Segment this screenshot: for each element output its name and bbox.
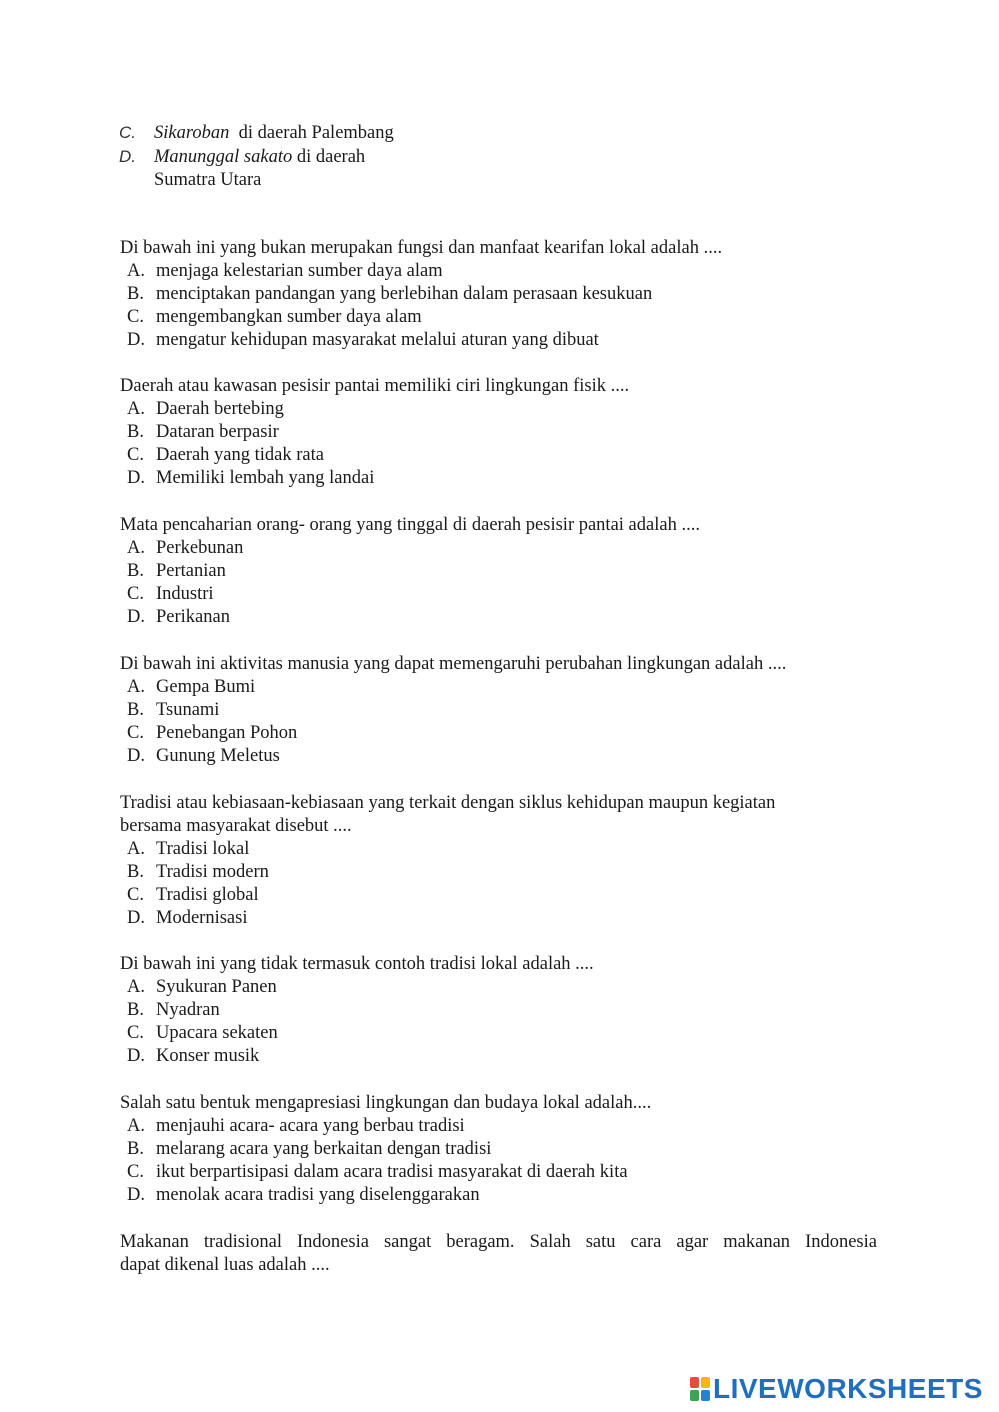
option-label: A. xyxy=(127,1116,145,1136)
option-c xyxy=(127,583,214,606)
option-label: C. xyxy=(127,1023,144,1043)
logo-block xyxy=(690,1390,699,1401)
option-label: D. xyxy=(127,908,145,928)
option-text: Dataran berpasir xyxy=(156,422,279,442)
option-label: C. xyxy=(127,584,144,604)
option-label: A. xyxy=(127,399,145,419)
option-letter: D. xyxy=(119,147,136,166)
top-option-c xyxy=(119,121,394,145)
option-a xyxy=(127,676,255,699)
question-text: Di bawah ini yang bukan merupakan fungsi dan manfaat kearifan lokal adalah .... xyxy=(120,238,723,258)
question-text-justified xyxy=(120,1231,877,1277)
option-text: melarang acara yang berkaitan dengan tradisi xyxy=(156,1139,492,1159)
option-text: di daerah Palembang xyxy=(229,123,394,143)
option-label: C. xyxy=(127,885,144,905)
option-text: mengembangkan sumber daya alam xyxy=(156,307,422,327)
option-b xyxy=(127,999,220,1022)
option-label: B. xyxy=(127,1139,144,1159)
option-text: Modernisasi xyxy=(156,908,248,928)
option-text: Gempa Bumi xyxy=(156,677,256,697)
option-text: Perikanan xyxy=(156,607,230,627)
option-c xyxy=(127,1022,278,1045)
option-b xyxy=(127,421,279,444)
option-label: C. xyxy=(127,445,144,465)
option-text: menolak acara tradisi yang diselenggarakan xyxy=(156,1185,480,1205)
option-label: A. xyxy=(127,677,145,697)
option-text: Daerah yang tidak rata xyxy=(156,445,324,465)
option-italic-term: Manunggal sakato xyxy=(154,147,293,167)
question-text-line-1: Makanan tradisional Indonesia sangat beragam. Salah satu cara agar makanan Indonesia xyxy=(120,1232,877,1252)
option-a xyxy=(127,260,443,283)
option-a xyxy=(127,838,249,861)
option-label: C. xyxy=(127,1162,144,1182)
option-label: D. xyxy=(127,1185,145,1205)
option-label: B. xyxy=(127,561,144,581)
option-label: C. xyxy=(127,307,144,327)
option-label: A. xyxy=(127,977,145,997)
option-text: Penebangan Pohon xyxy=(156,723,298,743)
option-a xyxy=(127,537,243,560)
option-label: A. xyxy=(127,839,145,859)
option-text: Tsunami xyxy=(156,700,220,720)
option-text: di daerah xyxy=(292,147,366,167)
option-label: D. xyxy=(127,746,145,766)
option-c xyxy=(127,722,297,745)
liveworksheets-brand xyxy=(689,1373,983,1405)
option-d xyxy=(127,329,599,352)
option-b xyxy=(127,560,226,583)
option-label: B. xyxy=(127,700,144,720)
option-text: menjauhi acara- acara yang berbau tradisi xyxy=(156,1116,465,1136)
option-d xyxy=(127,1184,480,1207)
option-d xyxy=(127,745,280,768)
liveworksheets-logo-icon xyxy=(689,1376,711,1402)
option-letter: C. xyxy=(119,123,136,142)
option-text: Perkebunan xyxy=(156,538,244,558)
option-b xyxy=(127,861,269,884)
option-label: B. xyxy=(127,422,144,442)
option-a xyxy=(127,398,284,421)
option-d xyxy=(127,606,230,629)
question-text: Di bawah ini aktivitas manusia yang dapat memengaruhi perubahan lingkungan adalah .... xyxy=(120,654,787,674)
logo-block xyxy=(701,1390,710,1401)
option-text: menjaga kelestarian sumber daya alam xyxy=(156,261,443,281)
option-text: Upacara sekaten xyxy=(156,1023,278,1043)
logo-block xyxy=(690,1377,699,1388)
question-text-line-1: Tradisi atau kebiasaan-kebiasaan yang terkait dengan siklus kehidupan maupun kegiatan xyxy=(120,793,776,813)
top-option-d xyxy=(119,145,365,169)
option-text: Nyadran xyxy=(156,1000,220,1020)
logo-block xyxy=(701,1377,710,1388)
option-d xyxy=(127,907,247,930)
option-label: D. xyxy=(127,607,145,627)
option-text: Memiliki lembah yang landai xyxy=(156,468,375,488)
option-text: ikut berpartisipasi dalam acara tradisi masyarakat di daerah kita xyxy=(156,1162,628,1182)
option-text: Tradisi global xyxy=(156,885,259,905)
option-label: B. xyxy=(127,1000,144,1020)
option-italic-term: Sikaroban xyxy=(154,123,230,143)
option-text: Tradisi lokal xyxy=(156,839,250,859)
option-b xyxy=(127,699,219,722)
option-d xyxy=(127,1045,259,1068)
question-text: Di bawah ini yang tidak termasuk contoh tradisi lokal adalah .... xyxy=(120,954,594,974)
option-c xyxy=(127,306,422,329)
question-text-line-2: bersama masyarakat disebut .... xyxy=(120,816,352,836)
option-label: D. xyxy=(127,468,145,488)
option-label: A. xyxy=(127,261,145,281)
option-a xyxy=(127,1115,465,1138)
option-text: Industri xyxy=(156,584,214,604)
question-text-line-2: dapat dikenal luas adalah .... xyxy=(120,1255,330,1275)
option-label: C. xyxy=(127,723,144,743)
option-b xyxy=(127,1138,491,1161)
brand-name: LIVEWORKSHEETS xyxy=(713,1373,983,1404)
option-label: B. xyxy=(127,284,144,304)
option-c xyxy=(127,444,324,467)
option-d xyxy=(127,467,374,490)
option-label: D. xyxy=(127,1046,145,1066)
option-text: mengatur kehidupan masyarakat melalui aturan yang dibuat xyxy=(156,330,599,350)
top-option-d-continuation: Sumatra Utara xyxy=(154,170,262,190)
option-c xyxy=(127,884,259,907)
option-text: Tradisi modern xyxy=(156,862,269,882)
option-text: Daerah bertebing xyxy=(156,399,284,419)
option-b xyxy=(127,283,652,306)
option-text: Gunung Meletus xyxy=(156,746,280,766)
question-text: Salah satu bentuk mengapresiasi lingkungan dan budaya lokal adalah.... xyxy=(120,1093,652,1113)
option-text: Pertanian xyxy=(156,561,226,581)
option-c xyxy=(127,1161,628,1184)
option-label: A. xyxy=(127,538,145,558)
option-label: D. xyxy=(127,330,145,350)
option-label: B. xyxy=(127,862,144,882)
option-text: Konser musik xyxy=(156,1046,260,1066)
question-text: Daerah atau kawasan pesisir pantai memiliki ciri lingkungan fisik .... xyxy=(120,376,630,396)
question-text: Mata pencaharian orang- orang yang tinggal di daerah pesisir pantai adalah .... xyxy=(120,515,700,535)
option-text: Syukuran Panen xyxy=(156,977,277,997)
option-text: menciptakan pandangan yang berlebihan dalam perasaan kesukuan xyxy=(156,284,653,304)
option-a xyxy=(127,976,277,999)
